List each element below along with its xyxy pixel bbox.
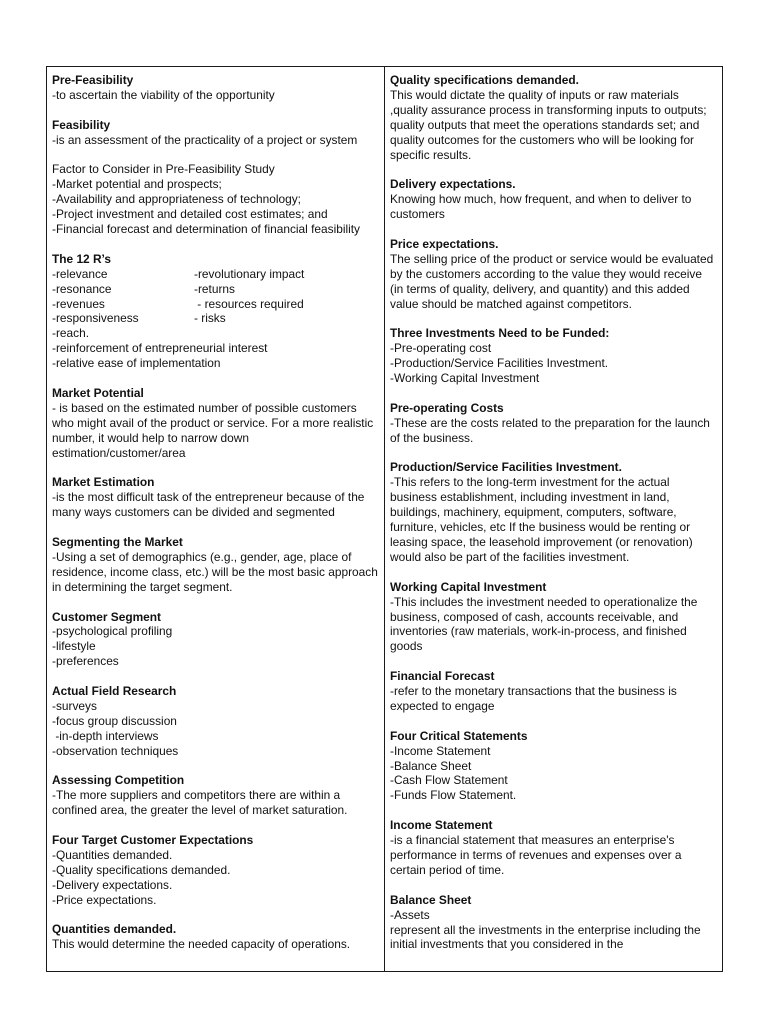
section-heading: Segmenting the Market	[52, 535, 183, 549]
r-item: -resonance	[52, 281, 112, 296]
r-row	[52, 297, 380, 312]
notes-table	[46, 66, 723, 972]
section-income-statement	[390, 818, 718, 878]
section-heading: Four Target Customer Expectations	[52, 833, 254, 848]
section-text: Knowing how much, how frequent, and when to deliver to customers	[390, 192, 692, 222]
r-item: - risks	[194, 311, 226, 326]
section-line: -to ascertain the viability of the opportunity	[52, 87, 275, 102]
section-heading: Delivery expectations.	[390, 177, 516, 192]
section-segmenting	[52, 535, 380, 595]
right-column	[385, 67, 722, 971]
section-quantities	[52, 922, 380, 952]
section-four-statements	[390, 729, 718, 804]
section-heading: Four Critical Statements	[390, 728, 528, 743]
section-balance-sheet	[390, 893, 718, 953]
section-line: -Cash Flow Statement	[390, 773, 508, 788]
section-line: -Financial forecast and determination of financial feasibility	[52, 222, 360, 237]
section-line: -Availability and appropriateness of technology;	[52, 192, 301, 207]
section-financial-forecast	[390, 669, 718, 714]
section-text: This would dictate the quality of inputs or raw materials ,quality assurance process in transforming inputs to outputs; quality outputs that meet the operations standards set; and quality outcomes for the customers who will be looking for specific results.	[390, 87, 707, 162]
section-working-capital	[390, 580, 718, 655]
section-text: This would determine the needed capacity of operations.	[52, 937, 351, 952]
section-heading: Quantities demanded.	[52, 922, 177, 937]
section-customer-segment	[52, 610, 380, 670]
section-heading: Income Statement	[390, 818, 493, 833]
section-heading: Working Capital Investment	[390, 579, 547, 594]
r-row	[52, 267, 380, 282]
r-item: -responsiveness	[52, 311, 139, 326]
section-twelve-rs	[52, 252, 380, 371]
section-line: -focus group discussion	[52, 713, 177, 728]
section-text: The selling price of the product or service would be evaluated by the customers according to the value they would receive (in terms of quality, delivery, and quantity) and this added value should be matched against competitors.	[390, 251, 714, 311]
section-expectations	[52, 833, 380, 908]
r-item: -relevance	[52, 266, 108, 281]
section-heading: Financial Forecast	[390, 669, 495, 684]
section-heading: Assessing Competition	[52, 773, 185, 788]
section-line: -Balance Sheet	[390, 758, 472, 773]
section-line: -preferences	[52, 654, 119, 669]
section-market-potential	[52, 386, 380, 461]
r-item: - resources required	[194, 296, 304, 311]
section-text: -is the most difficult task of the entrepreneur because of the many ways customers can be divided and segmented	[52, 490, 365, 520]
section-three-investments	[390, 326, 718, 386]
section-line: -reach.	[52, 326, 90, 341]
section-line: -lifestyle	[52, 639, 96, 654]
r-item: -revenues	[52, 296, 105, 311]
r-item: -returns	[194, 281, 235, 296]
section-line: -Assets	[390, 907, 430, 922]
section-text: -These are the costs related to the preparation for the launch of the business.	[390, 415, 710, 445]
section-facilities	[390, 460, 718, 564]
section-heading: Market Estimation	[52, 475, 155, 490]
section-heading: Price expectations.	[390, 236, 499, 251]
section-text: -refer to the monetary transactions that the business is expected to engage	[390, 684, 677, 713]
section-line: -observation techniques	[52, 743, 179, 758]
section-heading: Market Potential	[52, 385, 144, 400]
section-line: -Delivery expectations.	[52, 877, 173, 892]
section-market-estimation	[52, 475, 380, 520]
section-text: represent all the investments in the enterprise including the initial investments that you considered in the	[390, 922, 701, 952]
section-line: -Quality specifications demanded.	[52, 862, 231, 877]
section-heading: Pre-Feasibility	[52, 73, 134, 87]
section-heading: Production/Service Facilities Investment.	[390, 460, 622, 475]
section-delivery	[390, 177, 718, 222]
section-heading: Feasibility	[52, 117, 111, 132]
section-line: -Working Capital Investment	[390, 371, 540, 386]
section-heading: Pre-operating Costs	[390, 400, 504, 415]
section-line: -in-depth interviews	[52, 728, 159, 743]
r-row	[52, 282, 380, 297]
section-line: -Quantities demanded.	[52, 847, 173, 862]
r-item: -revolutionary impact	[194, 266, 305, 281]
section-line: -reinforcement of entrepreneurial interest	[52, 341, 268, 356]
section-price	[390, 237, 718, 312]
section-line: -Pre-operating cost	[390, 341, 492, 356]
section-text: -This includes the investment needed to operationalize the business, composed of cash, accounts receivable, and inventories (raw materials, work-in-process, and finished goods	[390, 594, 698, 654]
section-factors	[52, 162, 380, 237]
section-heading: Quality specifications demanded.	[390, 73, 579, 87]
section-heading: Three Investments Need to be Funded:	[390, 326, 610, 341]
section-prefeasibility	[52, 73, 380, 103]
section-preoperating	[390, 401, 718, 446]
section-line: -Price expectations.	[52, 892, 157, 907]
section-line: -is an assessment of the practicality of a project or system	[52, 132, 358, 147]
section-line: -Funds Flow Statement.	[390, 788, 517, 803]
section-text: - is based on the estimated number of possible customers who might avail of the product or service. For a more realistic number, it would help to narrow down estimation/customer/area	[52, 400, 374, 460]
section-heading: The 12 R’s	[52, 251, 112, 266]
section-heading: Balance Sheet	[390, 892, 472, 907]
section-text: -The more suppliers and competitors there are within a confined area, the greater the level of market saturation.	[52, 788, 348, 818]
section-competition	[52, 773, 380, 818]
section-line: -Income Statement	[390, 743, 491, 758]
r-row	[52, 311, 380, 326]
section-line: -surveys	[52, 698, 97, 713]
section-feasibility	[52, 118, 380, 148]
section-heading: Factor to Consider in Pre-Feasibility Study	[52, 162, 275, 177]
section-text: -is a financial statement that measures an enterprise's performance in terms of revenues and expenses over a certain period of time.	[390, 833, 682, 877]
section-line: -Production/Service Facilities Investment.	[390, 356, 609, 371]
left-column	[47, 67, 385, 971]
section-field-research	[52, 684, 380, 759]
section-line: -relative ease of implementation	[52, 356, 221, 371]
section-line: -Project investment and detailed cost estimates; and	[52, 207, 328, 222]
section-line: -Market potential and prospects;	[52, 177, 222, 192]
section-quality	[390, 73, 718, 162]
section-text: -This refers to the long-term investment for the actual business establishment, including investment in land, buildings, machinery, equipment, computers, software, furniture, vehicles, etc If the business would be renting or leasing space, the leasehold improvement (or renovation) would also be part of the facilities investment.	[390, 475, 693, 564]
section-heading: Customer Segment	[52, 609, 162, 624]
section-text: -Using a set of demographics (e.g., gender, age, place of residence, income class, etc.) will be the most basic approach in determining the target segment.	[52, 549, 378, 594]
section-line: -psychological profiling	[52, 624, 173, 639]
section-heading: Actual Field Research	[52, 684, 177, 699]
